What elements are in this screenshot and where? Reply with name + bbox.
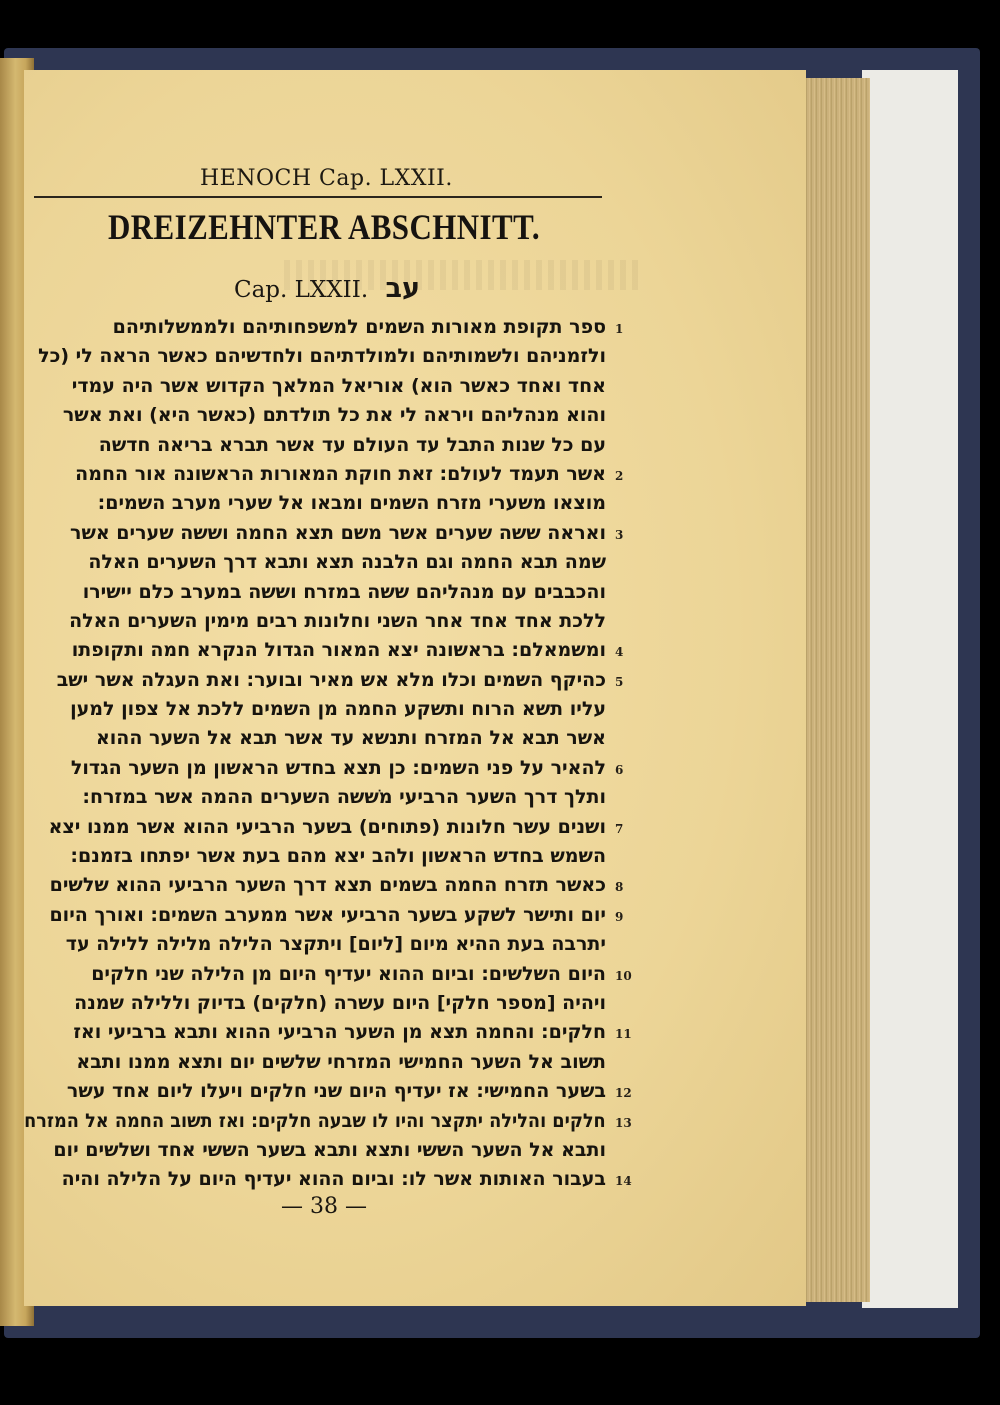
hebrew-line-text: ולזמניהם ולשמותיהם ולמולדתיהם ולחדשיהם כאשר הראה לי (כל (38, 345, 606, 368)
text-line (24, 373, 606, 402)
text-line (24, 1137, 606, 1166)
page-stack-edges (798, 78, 870, 1302)
hebrew-line-text: אשר תעמד לעולם: זאת חוקת המאורות הראשונה אור החמה (75, 462, 606, 485)
hebrew-line-text: חלקים: והחמה תצא מן השער הרביעי ההוא ותבא ברביעי ואז (73, 1021, 606, 1044)
text-line (24, 432, 606, 461)
text-line (24, 461, 624, 490)
text-line (24, 1108, 632, 1137)
text-line (24, 608, 606, 637)
hebrew-line-text: ומשמאלם: בראשונה יצא המאור הגדול הנקרא חמה ותקופתו (71, 639, 606, 662)
hebrew-line-text: השמש בחדש הראשון ולהב יצא מהם בעת אשר יפתחו בזמנם: (70, 845, 606, 868)
section-title: DREIZEHNTER ABSCHNITT. (107, 207, 541, 247)
text-line (24, 961, 632, 990)
hebrew-line-text: ללכת אחד אחד אחר השני וחלונות רבים מימין השערים האלה (69, 609, 606, 632)
text-line (24, 990, 606, 1019)
hebrew-line-text: חלקים והלילה יתקצר והיו לו שבעה חלקים: ואז תשוב החמה אל המזרח (24, 1109, 606, 1132)
chapter-hebrew: עב (385, 273, 420, 304)
text-line (24, 725, 606, 754)
verse-number: 4 (615, 645, 624, 660)
text-line (24, 1019, 632, 1048)
text-line (24, 931, 606, 960)
text-line (24, 402, 606, 431)
verse-number: 3 (615, 527, 624, 542)
hebrew-text-block (24, 314, 632, 1196)
hebrew-line-text: ותבא אל השער הששי ותצא ותבא בשער הששי אחד ושלשים יום (53, 1138, 606, 1161)
text-line (24, 549, 606, 578)
verse-number: 8 (615, 880, 624, 895)
text-line (24, 1049, 606, 1078)
hebrew-line-text: ויהיה [מספר חלקי] היום עשרה (חלקים) בדיוק וללילה שמנה (74, 991, 606, 1014)
verse-number: 6 (615, 762, 624, 777)
hebrew-line-text: אשר תבא אל המזרח ותנשא עד אשר תבא אל השער ההוא (95, 727, 606, 750)
hebrew-line-text: כאשר תזרח החמה בשמים תצא דרך השער הרביעי ההוא שלשים (49, 874, 606, 897)
verse-number: 12 (615, 1086, 632, 1101)
hebrew-line-text: אחד ואחד כאשר הוא) אוריאל המלאך הקדוש אשר היה עמדי (71, 374, 606, 397)
hebrew-line-text: שמה תבא החמה וגם הלבנה תצא ותבא דרך השערים האלה (88, 551, 606, 574)
text-line (24, 902, 624, 931)
text-line (24, 1078, 632, 1107)
hebrew-line-text: עם כל שנות התבל עד העולם עד אשר תברא בריאה חדשה (98, 433, 606, 456)
text-line (24, 843, 606, 872)
endpaper (862, 70, 958, 1308)
text-line (24, 667, 624, 696)
hebrew-line-text: היום השלשים: וביום ההוא יעדיף היום מן הלילה שני חלקים (91, 962, 606, 985)
hebrew-line-text: מוצאו משערי מזרח השמים ומבאו אל שערי מערב השמים: (97, 492, 606, 515)
hebrew-line-text: ואראה ששה שערים אשר משם תצא החמה וששה שערים אשר (70, 521, 606, 544)
verse-number: 11 (615, 1027, 632, 1042)
hebrew-line-text: והוא מנהליהם ויראה לי את כל תולדתם (כאשר היא) ואת אשר (62, 404, 606, 427)
hebrew-line-text: יתרבה בעת ההיא מיום [ליום] ויתקצר הלילה מלילה ללילה עד (65, 933, 606, 956)
hebrew-line-text: ותלך דרך השער הרביעי משׁשה השערים ההמה אשר במזרח: (82, 786, 606, 809)
verse-number: 10 (615, 968, 632, 983)
hebrew-line-text: יום ותישר לשקע בשער הרביעי אשר ממערב השמים: ואורך היום (49, 903, 606, 926)
hebrew-line-text: תשוב אל השער החמישי המזרחי שלשים יום ותצא ממנו ותבא (76, 1050, 606, 1073)
text-line (24, 872, 624, 901)
text-line (24, 814, 624, 843)
verse-number: 14 (615, 1174, 632, 1189)
hebrew-line-text: בשער החמישי: אז יעדיף היום שני חלקים ויעלו ליום אחד עשר (66, 1080, 606, 1103)
text-line (24, 1166, 632, 1195)
verse-number: 9 (615, 909, 624, 924)
verse-number: 7 (615, 821, 624, 836)
hebrew-line-text: ושנים עשר חלונות (פתוחים) בשער הרביעי ההוא אשר ממנו יצא (48, 815, 606, 838)
hebrew-line-text: להאיר על פני השמים: כן תצא בחדש הראשון מן השער הגדול (70, 756, 606, 779)
page-number: — 38 — (281, 1194, 367, 1219)
text-line (24, 696, 606, 725)
text-line (24, 755, 624, 784)
text-line (24, 579, 606, 608)
text-line (24, 343, 606, 372)
text-line (24, 637, 624, 666)
verse-number: 5 (615, 674, 624, 689)
verse-number: 2 (615, 468, 624, 483)
hebrew-line-text: והכבבים עם מנהליהם ששה במזרח וששה במערב כלם יישירו (82, 580, 606, 603)
running-head: HENOCH Cap. LXXII. (200, 166, 453, 191)
text-line (24, 520, 624, 549)
hebrew-line-text: עליו תשא הרוח ותשקע החמה מן השמים ללכת אל צפון למען (70, 698, 606, 721)
text-line (24, 784, 606, 813)
hebrew-line-text: בעבור האותות אשר לו: וביום ההוא יעדיף היום על הלילה והיה (61, 1168, 606, 1191)
book-page (24, 70, 806, 1306)
hebrew-line-text: ספר תקופת מאורות השמים למשפחותיהם ולממשלותיהם (112, 316, 606, 338)
chapter-latin: Cap. LXXII. (234, 277, 369, 303)
hebrew-line-text: כהיקף השמים וכלו מלא אש מאיר ובוער: ואת העגלה אשר ישב (56, 668, 606, 691)
text-line (24, 314, 624, 343)
header-rule (34, 196, 602, 198)
text-line (24, 490, 606, 519)
chapter-heading (234, 273, 454, 304)
verse-number: 1 (615, 322, 624, 336)
verse-number: 13 (615, 1115, 632, 1130)
